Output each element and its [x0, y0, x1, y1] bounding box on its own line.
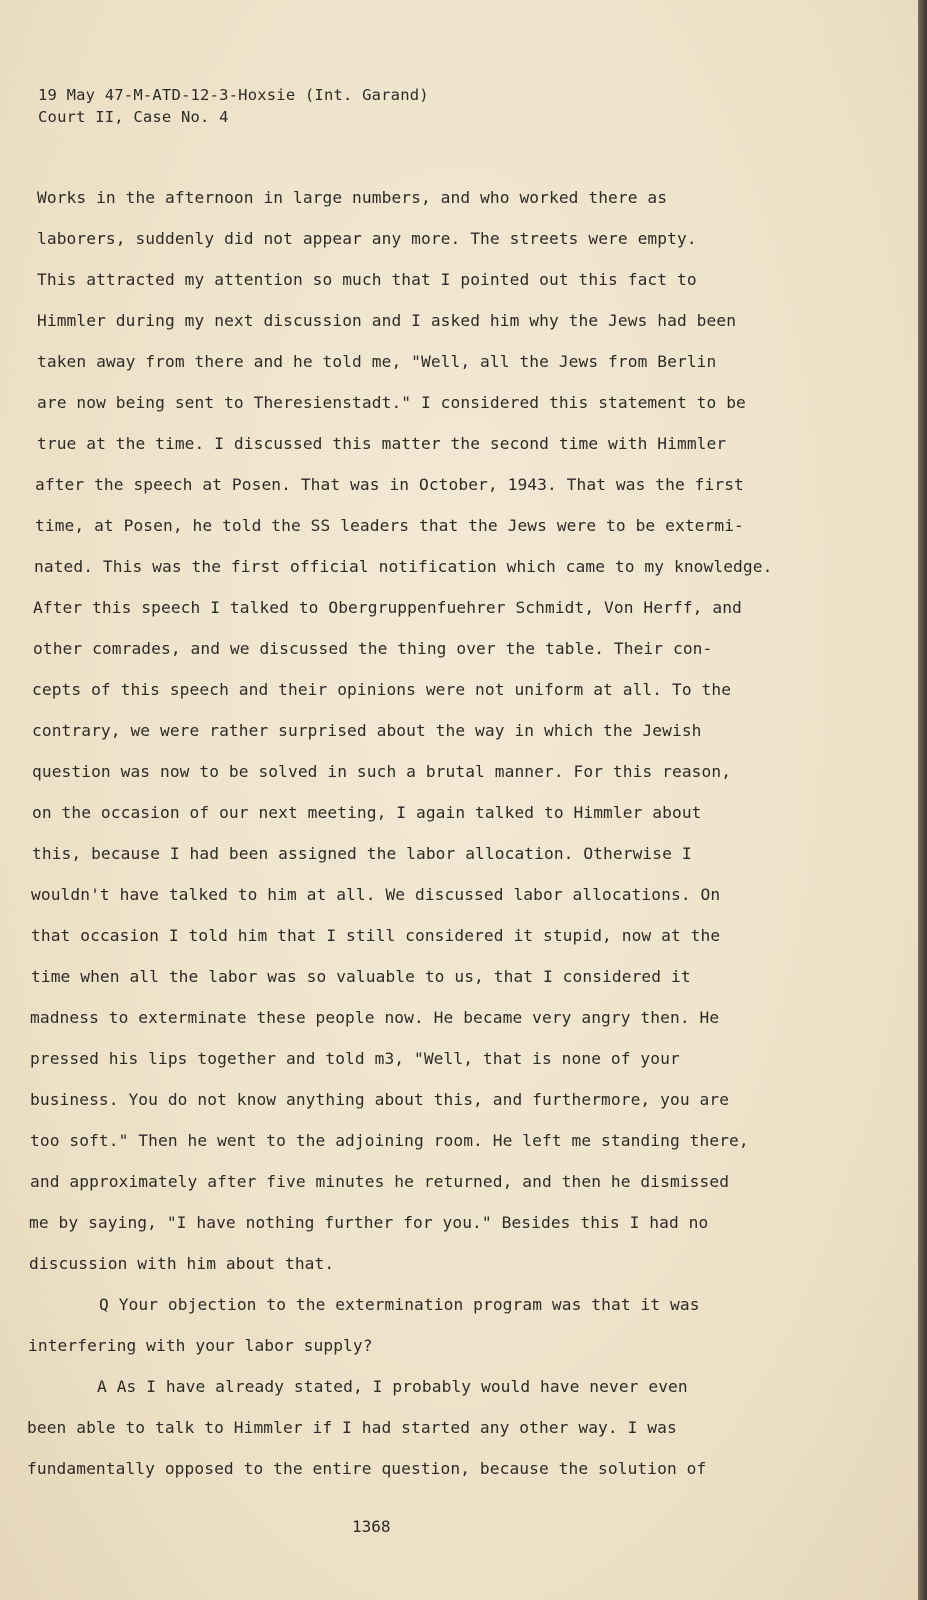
text-line: cepts of this speech and their opinions were not uniform at all. To the [32, 680, 732, 699]
text-line: madness to exterminate these people now. He became very angry then. He [30, 1008, 720, 1027]
text-line: interfering with your labor supply? [28, 1336, 373, 1355]
text-line: question was now to be solved in such a brutal manner. For this reason, [32, 762, 732, 781]
question-line: Q Your objection to the extermination program was that it was [99, 1295, 700, 1314]
text-line: Himmler during my next discussion and I asked him why the Jews had been [37, 311, 737, 330]
text-line: this, because I had been assigned the labor allocation. Otherwise I [32, 844, 692, 863]
text-line: nated. This was the first official notification which came to my knowledge. [34, 557, 773, 576]
text-line: and approximately after five minutes he returned, and then he dismissed [30, 1172, 730, 1191]
text-line: discussion with him about that. [29, 1254, 335, 1273]
text-line: business. You do not know anything about this, and furthermore, you are [30, 1090, 730, 1109]
text-line: time, at Posen, he told the SS leaders that the Jews were to be extermi- [35, 516, 744, 535]
text-line: laborers, suddenly did not appear any more. The streets were empty. [37, 229, 697, 248]
text-line: wouldn't have talked to him at all. We discussed labor allocations. On [31, 885, 721, 904]
text-line: fundamentally opposed to the entire question, because the solution of [27, 1459, 707, 1478]
text-line: been able to talk to Himmler if I had started any other way. I was [27, 1418, 677, 1437]
document-header [38, 84, 429, 128]
text-line: too soft." Then he went to the adjoining room. He left me standing there, [30, 1131, 749, 1150]
text-line: that occasion I told him that I still considered it stupid, now at the [31, 926, 721, 945]
page-number: 1368 [352, 1517, 391, 1536]
text-line: other comrades, and we discussed the thing over the table. Their con- [33, 639, 713, 658]
answer-line: A As I have already stated, I probably would have never even [97, 1377, 688, 1396]
text-line: on the occasion of our next meeting, I again talked to Himmler about [32, 803, 702, 822]
header-line-2: Court II, Case No. 4 [38, 108, 229, 126]
text-line: me by saying, "I have nothing further for you." Besides this I had no [29, 1213, 709, 1232]
text-line: contrary, we were rather surprised about the way in which the Jewish [32, 721, 702, 740]
text-line: taken away from there and he told me, "Well, all the Jews from Berlin [37, 352, 717, 371]
text-line: time when all the labor was so valuable to us, that I considered it [31, 967, 691, 986]
text-line: This attracted my attention so much that I pointed out this fact to [37, 270, 697, 289]
header-line-1: 19 May 47-M-ATD-12-3-Hoxsie (Int. Garand) [38, 86, 429, 104]
text-line: true at the time. I discussed this matter the second time with Himmler [37, 434, 727, 453]
text-line: Works in the afternoon in large numbers, and who worked there as [37, 188, 668, 207]
text-line: after the speech at Posen. That was in October, 1943. That was the first [35, 475, 744, 494]
page-edge-shadow [918, 0, 927, 1600]
text-line: pressed his lips together and told m3, "Well, that is none of your [30, 1049, 680, 1068]
text-line: After this speech I talked to Obergruppenfuehrer Schmidt, Von Herff, and [33, 598, 742, 617]
text-line: are now being sent to Theresienstadt." I considered this statement to be [37, 393, 746, 412]
